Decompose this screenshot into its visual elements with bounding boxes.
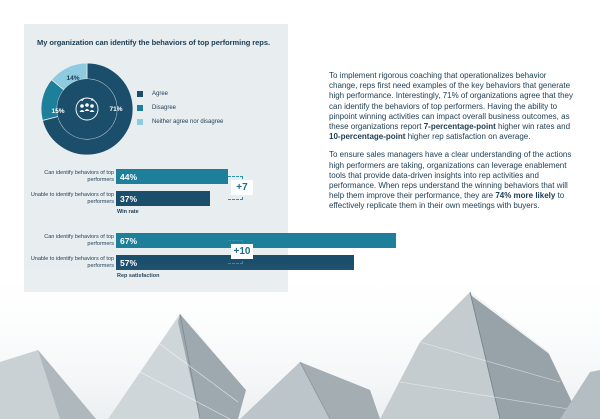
- legend-swatch-disagree: [137, 105, 143, 111]
- chart-panel: [24, 24, 288, 292]
- p2-text-b: to effectively replicate them in their own meetings with buyers.: [329, 191, 565, 211]
- rep-sat-value-can: 67%: [120, 235, 138, 246]
- p1-bold-b: 10-percentage-point: [329, 132, 406, 142]
- p1-text-b: higher win rates and: [495, 122, 571, 132]
- legend-swatch-agree: [137, 91, 143, 97]
- legend-label-disagree: Disagree: [152, 105, 177, 111]
- win-rate-bar-can: [116, 169, 228, 184]
- win-rate-value-can: 44%: [120, 171, 138, 182]
- p2-text-a: To ensure sales managers have a clear understanding of the actions high performers are taking, organizations can leverage enablement tools that provide data-driven insights into rep activities and performance. When reps understand the winning behaviors that will help them improve their performance, they are: [329, 150, 572, 201]
- rep-sat-diff: +10: [231, 244, 253, 259]
- legend-item-agree: [137, 87, 223, 101]
- donut-svg: [40, 62, 134, 156]
- donut-label-agree: 71%: [109, 106, 123, 113]
- win-rate-label-can: Can identify behaviors of top performers: [44, 170, 114, 183]
- donut-legend: [137, 87, 223, 129]
- p1-text-c: higher rep satisfaction on average.: [405, 132, 531, 142]
- body-text: [329, 71, 575, 220]
- legend-label-neither: Neither agree nor disagree: [152, 119, 224, 125]
- legend-item-neither: [137, 115, 223, 129]
- donut-chart: [40, 62, 134, 156]
- p2-bold-a: 74% more likely: [495, 191, 556, 201]
- legend-item-disagree: [137, 101, 223, 115]
- win-rate-label-unable: Unable to identify behaviors of top performers: [30, 192, 114, 205]
- buildings-illustration: [0, 262, 600, 419]
- p1-bold-a: 7-percentage-point: [423, 122, 496, 132]
- p1-text-a: To implement rigorous coaching that operationalizes behavior change, reps first need examples of the key behaviors that generate high performance. Interestingly, 71% of organizations agree that they can identify the behaviors of top performers. Having the ability to pinpoint winning activities can impact overall business outcomes, as these organizations report: [329, 71, 573, 132]
- win-rate-value-unable: 37%: [120, 193, 138, 204]
- body-paragraph-1: [329, 71, 575, 142]
- panel-title: My organization can identify the behaviors of top performing reps.: [37, 38, 270, 47]
- legend-label-agree: Agree: [152, 91, 169, 97]
- legend-swatch-neither: [137, 119, 143, 125]
- rep-sat-bar-can: [116, 233, 396, 248]
- win-rate-caption: Win rate: [117, 209, 139, 215]
- win-rate-bar-unable: [116, 191, 210, 206]
- donut-label-neither: 14%: [66, 75, 80, 82]
- donut-label-disagree: 15%: [51, 108, 65, 115]
- rep-sat-label-unable: Unable to identify behaviors of top: [30, 256, 114, 262]
- rep-sat-label-can: Can identify behaviors of top performers: [44, 234, 114, 247]
- win-rate-diff: +7: [231, 180, 253, 195]
- body-paragraph-2: [329, 150, 575, 211]
